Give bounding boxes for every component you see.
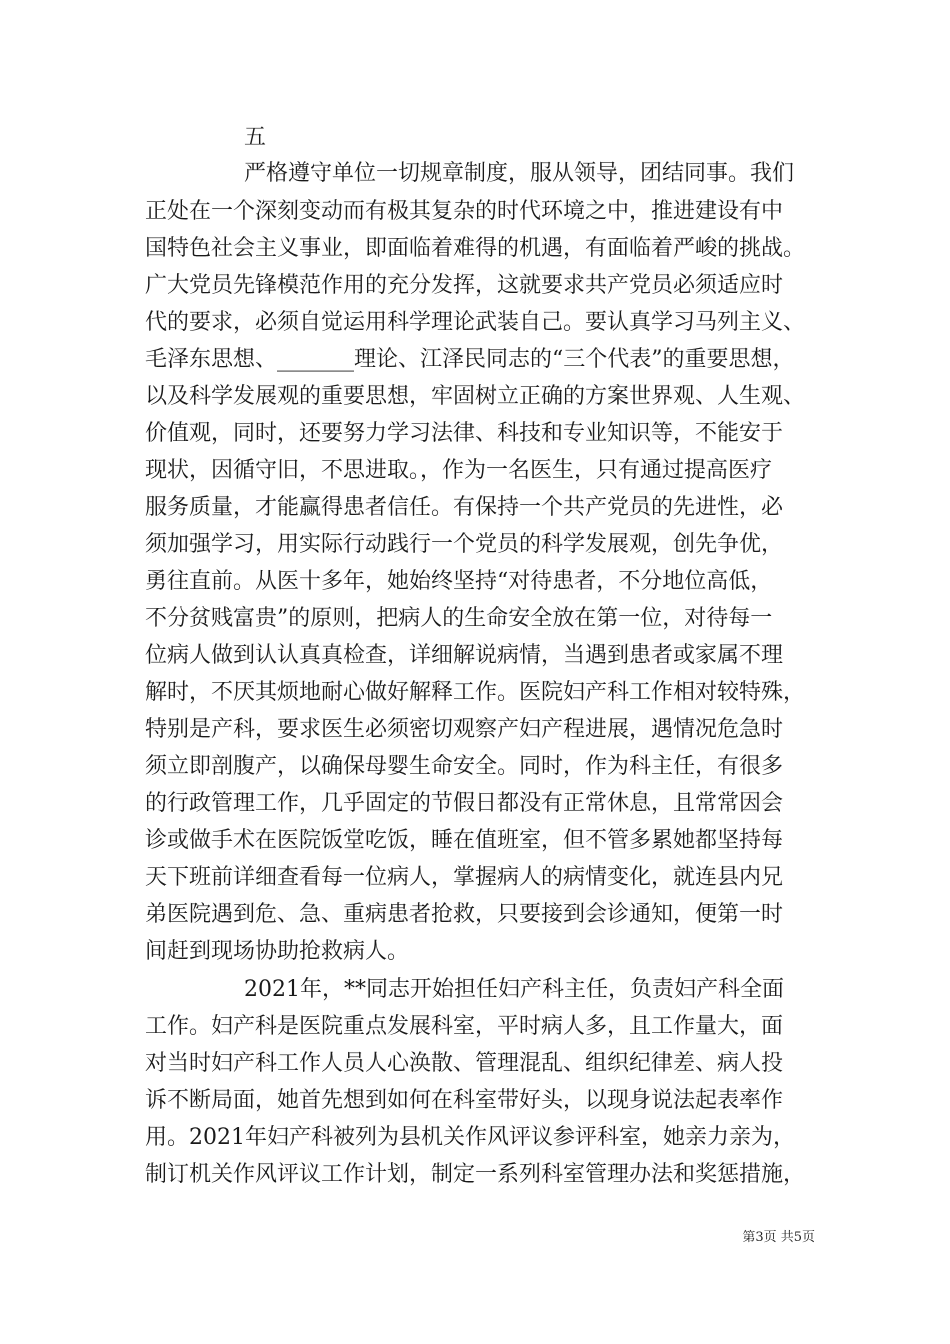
paragraph-line: 诊或做手术在医院饭堂吃饭，睡在值班室，但不管多累她都坚持每: [145, 828, 784, 853]
paragraph-line: 须立即剖腹产，以确保母婴生命安全。同时，作为科主任，有很多: [145, 754, 784, 779]
paragraph-line: 广大党员先锋模范作用的充分发挥，这就要求共产党员必须适应时: [145, 273, 784, 298]
paragraph-line: 对当时妇产科工作人员人心涣散、管理混乱、组织纪律差、病人投: [145, 1051, 784, 1076]
paragraph-line: 勇往直前。从医十多年，她始终坚持“对待患者，不分地位高低，: [145, 569, 773, 594]
paragraph-line: 现状，因循守旧，不思进取。，作为一名医生，只有通过提高医疗: [145, 458, 773, 483]
paragraph-line: 特别是产科，要求医生必须密切观察产妇产程进展，遇情况危急时: [145, 717, 784, 742]
paragraph-line: 间赶到现场协助抢救病人。: [145, 939, 410, 964]
paragraph-line: 弟医院遇到危、急、重病患者抢救，只要接到会诊通知，便第一时: [145, 902, 784, 927]
paragraph-line: 天下班前详细查看每一位病人，掌握病人的病情变化，就连县内兄: [145, 865, 784, 890]
paragraph-line: 正处在一个深刻变动而有极其复杂的时代环境之中，推进建设有中: [145, 199, 784, 224]
paragraph-line: 工作。妇产科是医院重点发展科室，平时病人多，且工作量大，面: [145, 1014, 784, 1039]
paragraph-line: 解时，不厌其烦地耐心做好解释工作。医院妇产科工作相对较特殊，: [145, 680, 806, 705]
paragraph-line: 服务质量，才能赢得患者信任。有保持一个共产党员的先进性，必: [145, 495, 784, 520]
page-number: 第3页 共5页: [742, 1230, 815, 1245]
paragraph-line: 须加强学习，用实际行动践行一个党员的科学发展观，创先争优，: [145, 532, 784, 557]
paragraph-line: 以及科学发展观的重要思想，牢固树立正确的方案世界观、人生观、: [145, 384, 806, 409]
paragraph-line: 用。2021年妇产科被列为县机关作风评议参评科室，她亲力亲为，: [145, 1125, 795, 1150]
paragraph-line: 位病人做到认认真真检查，详细解说病情，当遇到患者或家属不理: [145, 643, 784, 668]
paragraph-line: 的行政管理工作，几乎固定的节假日都没有正常休息，且常常因会: [145, 791, 784, 816]
paragraph-line: 毛泽东思想、_______理论、江泽民同志的“三个代表”的重要思想，: [145, 347, 795, 372]
paragraph-line: 代的要求，必须自觉运用科学理论武装自己。要认真学习马列主义、: [145, 310, 806, 335]
paragraph-line: 制订机关作风评议工作计划，制定一系列科室管理办法和奖惩措施，: [145, 1162, 806, 1187]
paragraph-line: 国特色社会主义事业，即面临着难得的机遇，有面临着严峻的挑战。: [145, 236, 806, 261]
paragraph-line: 诉不断局面，她首先想到如何在科室带好头，以现身说法起表率作: [145, 1088, 784, 1113]
paragraph-line: 2021年，**同志开始担任妇产科主任，负责妇产科全面: [244, 977, 784, 1002]
section-heading: 五: [244, 125, 267, 150]
paragraph-line: 不分贫贱富贵”的原则，把病人的生命安全放在第一位，对待每一: [145, 606, 773, 631]
paragraph-line: 严格遵守单位一切规章制度，服从领导，团结同事。我们: [244, 161, 795, 186]
paragraph-line: 价值观，同时，还要努力学习法律、科技和专业知识等，不能安于: [145, 421, 784, 446]
